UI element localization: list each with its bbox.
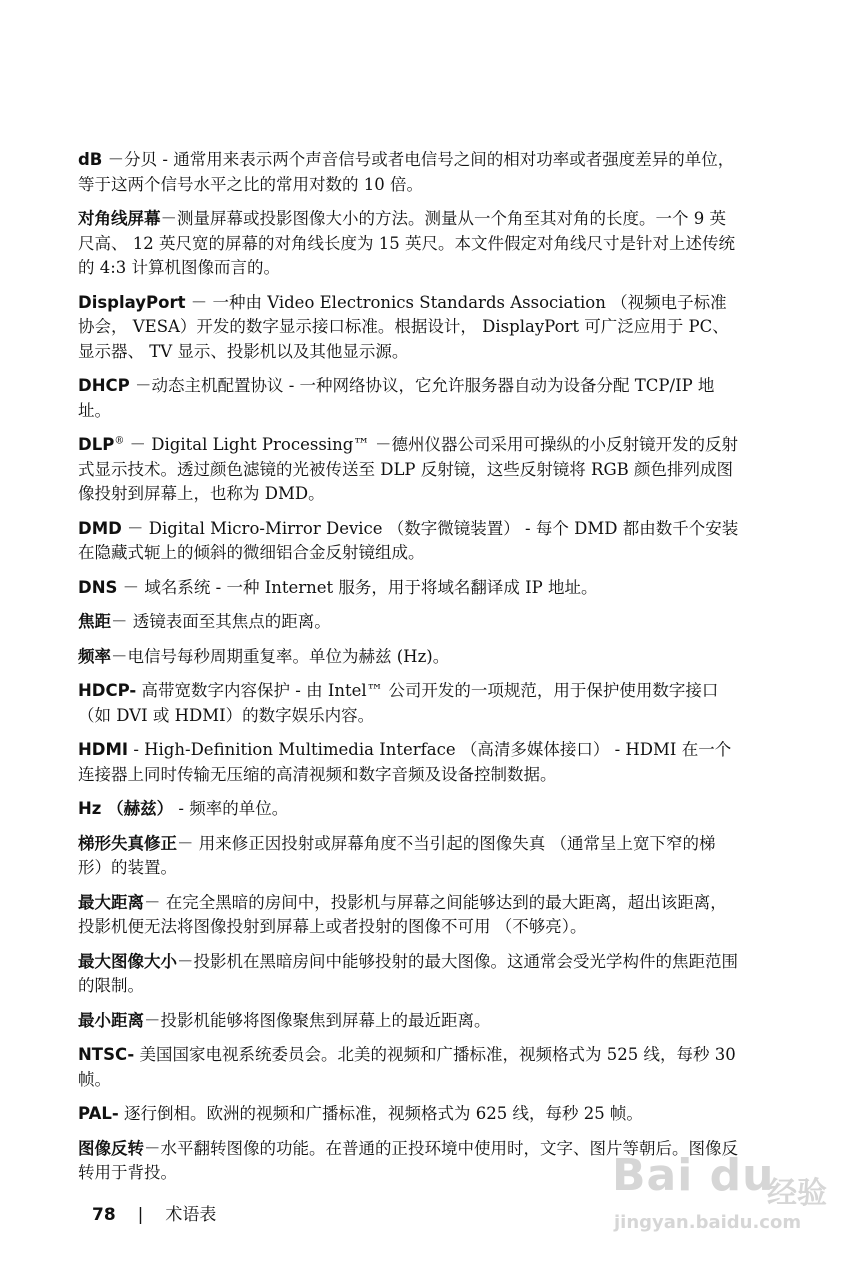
glossary-term: NTSC- <box>78 1045 135 1064</box>
glossary-term: 最大距离 <box>78 892 144 912</box>
glossary-term: HDCP- <box>78 681 137 700</box>
glossary-definition: － Digital Light Processing™ －德州仪器公司采用可操纵的小反射镜开发的反射式显示技术。透过颜色滤镜的光被传送至 DLP 反射镜，这些反射镜将 RGB 颜色排列成图像投射到屏幕上，也称为 DMD。 <box>78 435 739 503</box>
glossary-entry <box>78 797 740 822</box>
glossary-entry <box>78 207 740 281</box>
glossary-term: 频率 <box>78 646 111 666</box>
glossary-entry <box>78 291 740 365</box>
glossary-entry <box>78 610 740 635</box>
glossary-definition: －投影机能够将图像聚焦到屏幕上的最近距离。 <box>144 1010 491 1030</box>
glossary-entry <box>78 517 740 566</box>
glossary-term: DLP <box>78 435 115 454</box>
glossary-definition: － 域名系统 - 一种 Internet 服务，用于将域名翻译成 IP 地址。 <box>117 577 598 597</box>
glossary-entry <box>78 1009 740 1034</box>
glossary-entry <box>78 576 740 601</box>
glossary-term: PAL- <box>78 1104 119 1123</box>
page-footer <box>92 1200 216 1225</box>
glossary-entry <box>78 433 740 507</box>
glossary-definition: －水平翻转图像的功能。在普通的正投环境中使用时，文字、图片等朝后。图像反转用于背投。 <box>78 1138 738 1182</box>
glossary-definition: 美国国家电视系统委员会。北美的视频和广播标准，视频格式为 525 线，每秒 30 帧。 <box>78 1045 736 1089</box>
glossary-entry <box>78 891 740 940</box>
glossary-definition: －测量屏幕或投影图像大小的方法。测量从一个角至其对角的长度。一个 9 英尺高、 12 英尺宽的屏幕的对角线长度为 15 英尺。本文件假定对角线尺寸是针对上述传统的 4:3 计算机图像而言的。 <box>78 209 735 277</box>
glossary-term: 焦距 <box>78 612 111 631</box>
glossary-list <box>78 148 740 1196</box>
glossary-entry <box>78 148 740 197</box>
glossary-definition: － Digital Micro-Mirror Device （数字微镜装置） - 每个 DMD 都由数千个安装在隐藏式轭上的倾斜的微细铝合金反射镜组成。 <box>78 518 739 562</box>
glossary-entry <box>78 679 740 728</box>
glossary-definition: 逐行倒相。欧洲的视频和广播标准，视频格式为 625 线，每秒 25 帧。 <box>118 1104 643 1123</box>
glossary-entry <box>78 645 740 670</box>
glossary-term: DisplayPort <box>78 292 186 312</box>
glossary-definition: －分贝 - 通常用来表示两个声音信号或者电信号之间的相对功率或者强度差异的单位，等于这两个信号水平之比的常用对数的 10 倍。 <box>78 150 735 194</box>
glossary-term: HDMI <box>78 740 129 759</box>
glossary-definition: －电信号每秒周期重复率。单位为赫兹 (Hz)。 <box>111 646 450 666</box>
baidu-jingyan-watermark <box>612 1150 842 1270</box>
footer-separator: | <box>137 1205 144 1225</box>
glossary-definition: - High-Definition Multimedia Interface （高清多媒体接口） - HDMI 在一个连接器上同时传输无压缩的高清视频和数字音频及设备控制数据。 <box>78 740 732 784</box>
glossary-term: 对角线屏幕 <box>78 209 161 228</box>
glossary-entry <box>78 1102 740 1127</box>
glossary-entry <box>78 374 740 423</box>
glossary-definition: － 透镜表面至其焦点的距离。 <box>111 612 331 631</box>
glossary-definition: － 在完全黑暗的房间中，投影机与屏幕之间能够达到的最大距离，超出该距离，投影机便无法将图像投射到屏幕上或者投射的图像不可用 （不够亮）。 <box>78 892 727 936</box>
watermark-logo: Bai du <box>612 1150 775 1201</box>
page-number: 78 <box>92 1205 116 1225</box>
glossary-term: 最大图像大小 <box>78 951 177 971</box>
registered-mark: ® <box>114 435 125 447</box>
glossary-term: 图像反转 <box>78 1138 144 1158</box>
glossary-term: DMD <box>78 518 122 538</box>
glossary-definition: －动态主机配置协议 - 一种网络协议，它允许服务器自动为设备分配 TCP/IP 地址。 <box>78 376 715 420</box>
glossary-entry <box>78 950 740 999</box>
glossary-entry <box>78 832 740 881</box>
glossary-entry <box>78 1043 740 1092</box>
glossary-definition: － 用来修正因投射或屏幕角度不当引起的图像失真 （通常呈上宽下窄的梯形）的装置。 <box>78 833 716 877</box>
glossary-term: 最小距离 <box>78 1010 144 1030</box>
glossary-definition: - 频率的单位。 <box>173 799 289 818</box>
section-title: 术语表 <box>165 1205 217 1225</box>
watermark-label: 经验 <box>767 1176 827 1211</box>
glossary-term: dB <box>78 150 103 169</box>
glossary-term: DNS <box>78 577 118 597</box>
glossary-definition: －投影机在黑暗房间中能够投射的最大图像。这通常会受光学构件的焦距范围的限制。 <box>78 951 738 995</box>
glossary-term: Hz （赫兹） <box>78 799 174 818</box>
glossary-definition: － 一种由 Video Electronics Standards Association （视频电子标准协会， VESA）开发的数字显示接口标准。根据设计， DisplayPort 可广泛应用于 PC、显示器、 TV 显示、投影机以及其他显示源。 <box>78 292 729 361</box>
glossary-entry <box>78 738 740 787</box>
glossary-term: 梯形失真修正 <box>78 833 177 853</box>
glossary-term: DHCP <box>78 376 130 395</box>
glossary-definition: 高带宽数字内容保护 - 由 Intel™ 公司开发的一项规范，用于保护使用数字接口 （如 DVI 或 HDMI）的数字娱乐内容。 <box>78 681 719 725</box>
watermark-url: jingyan.baidu.com <box>614 1212 802 1233</box>
